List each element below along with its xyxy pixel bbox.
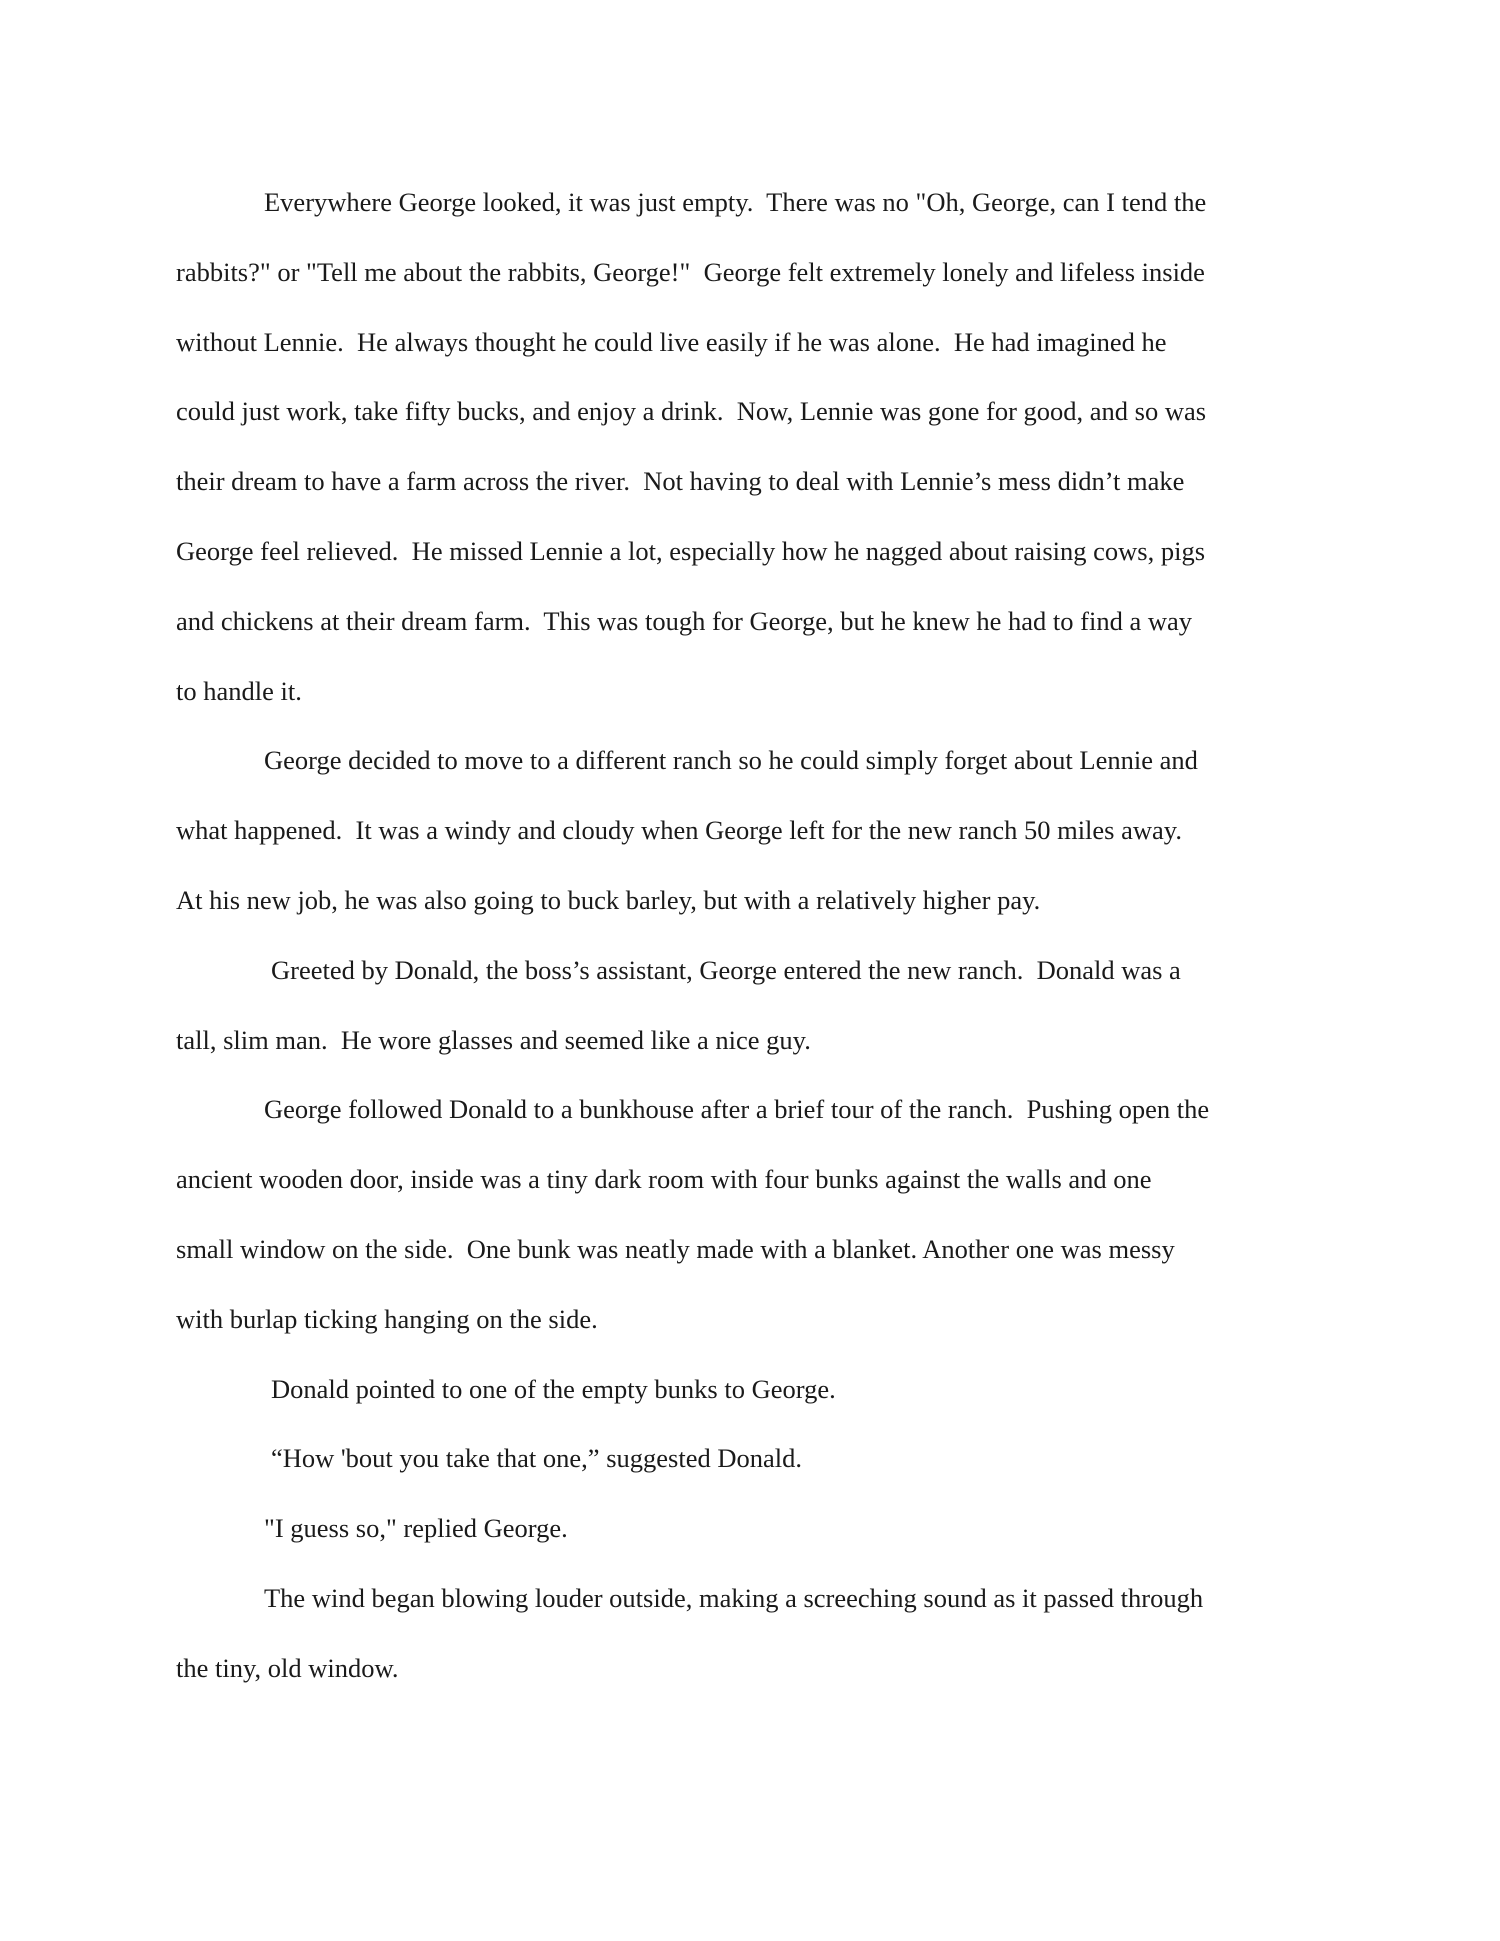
paragraph-6-line-1: “How 'bout you take that one,” suggested Donald. [271, 1443, 802, 1474]
paragraph-1-line-6: George feel relieved. He missed Lennie a lot, especially how he nagged about raising cows, pigs [176, 535, 1206, 566]
paragraph-4-line-4: with burlap ticking hanging on the side. [176, 1303, 598, 1334]
paragraph-4-line-3: small window on the side. One bunk was neatly made with a blanket. Another one was messy [176, 1233, 1175, 1264]
paragraph-1-line-7: and chickens at their dream farm. This was tough for George, but he knew he had to find a way [176, 605, 1193, 636]
paragraph-1-line-1: Everywhere George looked, it was just empty. There was no "Oh, George, can I tend the [264, 187, 1207, 217]
paragraph-4-line-1: George followed Donald to a bunkhouse after a brief tour of the ranch. Pushing open the [264, 1094, 1210, 1125]
paragraph-1-line-4: could just work, take fifty bucks, and enjoy a drink. Now, Lennie was gone for good, and so was [176, 396, 1207, 427]
paragraph-7-line-1: "I guess so," replied George. [264, 1513, 568, 1544]
paragraph-8-line-1: The wind began blowing louder outside, making a screeching sound as it passed through [264, 1582, 1204, 1613]
paragraph-4-line-2: ancient wooden door, inside was a tiny dark room with four bunks against the walls and one [176, 1164, 1152, 1195]
paragraph-3-line-1: Greeted by Donald, the boss’s assistant, George entered the new ranch. Donald was a [271, 954, 1181, 985]
paragraph-2-line-1: George decided to move to a different ranch so he could simply forget about Lennie and [264, 745, 1198, 776]
paragraph-2-line-2: what happened. It was a windy and cloudy when George left for the new ranch 50 miles away. [176, 815, 1182, 846]
paragraph-5-line-1: Donald pointed to one of the empty bunks to George. [271, 1373, 836, 1404]
paragraph-3-line-2: tall, slim man. He wore glasses and seemed like a nice guy. [176, 1024, 811, 1055]
document-body [176, 168, 1326, 1704]
paragraph-1-line-8: to handle it. [176, 675, 302, 706]
paragraph-2-line-3: At his new job, he was also going to buck barley, but with a relatively higher pay. [176, 884, 1041, 915]
paragraph-1-line-2: rabbits?" or "Tell me about the rabbits, George!" George felt extremely lonely and lifeless inside [176, 256, 1205, 287]
paragraph-1-line-3: without Lennie. He always thought he could live easily if he was alone. He had imagined he [176, 326, 1167, 357]
paragraph-8-line-2: the tiny, old window. [176, 1652, 399, 1683]
paragraph-1-line-5: their dream to have a farm across the river. Not having to deal with Lennie’s mess didn’t make [176, 466, 1185, 497]
